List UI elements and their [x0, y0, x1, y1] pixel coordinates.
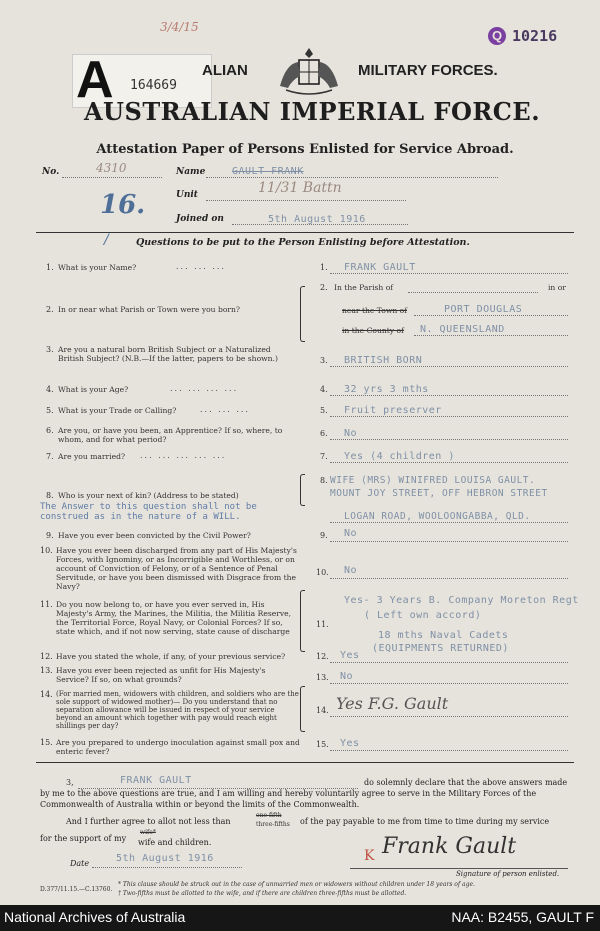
a3-line — [330, 366, 568, 367]
q8-num: 8. — [46, 491, 54, 500]
q9-num: 9. — [46, 531, 54, 540]
county-value: N. QUEENSLAND — [420, 324, 505, 335]
q1-num: 1. — [46, 263, 54, 272]
nok-line3-rule — [330, 522, 568, 523]
a15-value: Yes — [340, 738, 360, 749]
a13-value: No — [340, 671, 354, 682]
a5-value: Fruit preserver — [344, 405, 442, 416]
allot-a: And I further agree to allot not less than — [66, 817, 231, 826]
county-line — [414, 335, 568, 336]
a15-line — [330, 750, 568, 751]
service-line1: Yes- 3 Years B. Company Moreton Regt — [344, 595, 579, 606]
q11-text: Do you now belong to, or have you ever served in, His Majesty's Army, the Marines, the Militia, the Militia Reserve, the Territorial Force, Royal Navy, or Colonial Forces? If so, state which, and if not now serving, state cause of discharge — [56, 600, 292, 636]
q7-num: 7. — [46, 452, 54, 461]
service-line4: (EQUIPMENTS RETURNED) — [372, 643, 509, 654]
q11-num: 11. — [40, 600, 53, 609]
name-line — [206, 177, 498, 178]
decl-text3: Commonwealth of Australia within or beyond the limits of the Commonwealth. — [40, 800, 360, 809]
a5-line — [330, 416, 568, 417]
a8-num: 8. — [320, 476, 328, 485]
name-value: GAULT FRANK — [232, 166, 304, 177]
support-struck: wife* — [140, 829, 156, 836]
no-label: No. — [42, 167, 60, 177]
no-line — [62, 177, 162, 178]
unit-value: 11/31 Battn — [258, 180, 342, 196]
q13-num: 13. — [40, 666, 53, 675]
date-line — [92, 867, 242, 868]
force-title: AUSTRALIAN IMPERIAL FORCE. — [83, 97, 541, 126]
town-line — [414, 315, 568, 316]
q-badge: Q — [488, 27, 506, 45]
parish-line — [408, 292, 538, 293]
a12-num: 12. — [316, 652, 329, 661]
corner-note: 3/4/15 — [160, 20, 199, 34]
a10-num: 10. — [316, 568, 329, 577]
a14-line — [330, 716, 568, 717]
a11-num: 11. — [316, 620, 329, 629]
print-code: D.377/11.15.—C.13760. — [40, 886, 113, 893]
unit-label: Unit — [176, 190, 198, 200]
brace-q14 — [300, 686, 305, 732]
a6-value: No — [344, 428, 358, 439]
a4-value: 32 yrs 3 mths — [344, 384, 429, 395]
allot-b: three-fifths — [256, 821, 290, 828]
a9-line — [330, 541, 568, 542]
a2-num: 2. — [320, 283, 328, 292]
a1-value: FRANK GAULT — [344, 262, 416, 273]
a7-num: 7. — [320, 452, 328, 461]
signature-line — [350, 868, 568, 869]
q9-text: Have you ever been convicted by the Civil Power? — [58, 531, 251, 540]
a14-value: Yes F.G. Gault — [336, 694, 449, 713]
a1-num: 1. — [320, 263, 328, 272]
q5-num: 5. — [46, 406, 54, 415]
q4-dots: ... ... ... ... — [170, 384, 239, 393]
decl-num: 3, — [66, 778, 74, 787]
q15-num: 15. — [40, 738, 53, 747]
a14-num: 14. — [316, 706, 329, 715]
service-line2: ( Left own accord) — [364, 610, 482, 621]
unit-line — [206, 200, 406, 201]
margin-number: 16. — [100, 190, 146, 220]
a3-num: 3. — [320, 356, 328, 365]
q5-text: What is your Trade or Calling? — [58, 406, 177, 415]
q15-text: Are you prepared to undergo inoculation against small pox and enteric fever? — [56, 738, 300, 756]
archive-name: National Archives of Australia — [4, 909, 186, 925]
a13-line — [330, 683, 568, 684]
a7-value: Yes (4 children ) — [344, 451, 455, 462]
q4-text: What is your Age? — [58, 385, 129, 394]
q5-dots: ... ... ... — [200, 405, 250, 414]
date-value: 5th August 1916 — [116, 853, 214, 864]
a12-value: Yes — [340, 650, 360, 661]
footnote-2: † Two-fifths must be allotted to the wife, and if there are children three-fifths must be allotted. — [118, 890, 407, 897]
a7-line — [330, 462, 568, 463]
joined-label: Joined on — [176, 214, 224, 224]
brace-q11 — [300, 590, 305, 652]
org-top-left: ALIAN — [202, 62, 248, 79]
coat-of-arms-icon — [272, 42, 346, 100]
signature: Frank Gault — [382, 834, 517, 859]
a6-num: 6. — [320, 429, 328, 438]
q3-num: 3. — [46, 345, 54, 354]
nok-line2: MOUNT JOY STREET, OFF HEBRON STREET — [330, 488, 548, 499]
q12-num: 12. — [40, 652, 53, 661]
q-number: 10216 — [512, 27, 558, 45]
signature-caption: Signature of person enlisted. — [456, 870, 560, 878]
archive-reference: NAA: B2455, GAULT F — [451, 909, 594, 925]
date-label: Date — [70, 859, 90, 868]
q2-text: In or near what Parish or Town were you born? — [58, 305, 241, 314]
town-label: near the Town of — [342, 306, 408, 315]
decl-name: FRANK GAULT — [120, 775, 192, 786]
q4-num: 4. — [46, 385, 54, 394]
subtitle: Attestation Paper of Persons Enlisted for Service Abroad. — [96, 142, 514, 157]
big-letter-a: A — [76, 51, 114, 109]
allot-struck: one-fifth — [256, 812, 282, 819]
will-note: The Answer to this question shall not be construed as in the nature of a WILL. — [40, 502, 257, 522]
q13-text: Have you ever been rejected as unfit for His Majesty's Service? If so, on what grounds? — [56, 666, 266, 684]
q3-text: Are you a natural born British Subject or a Naturalized British Subject? (N.B.—If the latter, papers to be shown.) — [58, 345, 278, 363]
town-value: PORT DOUGLAS — [444, 304, 523, 315]
q7-dots: ... ... ... ... ... — [140, 451, 227, 460]
nok-line1: WIFE (MRS) WINIFRED LOUISA GAULT. — [330, 475, 536, 486]
decl-text1: do solemnly declare that the above answers made — [364, 778, 568, 787]
a13-num: 13. — [316, 673, 329, 682]
a6-line — [330, 439, 568, 440]
joined-value: 5th August 1916 — [268, 214, 366, 225]
a4-line — [330, 395, 568, 396]
q10-text: Have you ever been discharged from any part of His Majesty's Forces, with Ignominy, or as Incorrigible and Worthless, or on account of Conviction of Felony, or of a Sentence of Penal Servitude, or have you been dismissed with Disgrace from the Navy? — [56, 546, 297, 591]
questions-heading: Questions to be put to the Person Enlisting before Attestation. — [136, 237, 470, 248]
a9-value: No — [344, 528, 358, 539]
q14-num: 14. — [40, 690, 53, 699]
archive-footer — [0, 905, 600, 931]
service-line3: 18 mths Naval Cadets — [378, 630, 509, 641]
q12-text: Have you stated the whole, if any, of your previous service? — [56, 652, 286, 661]
q6-text: Are you, or have you been, an Apprentice? If so, where, to whom, and for what period? — [58, 426, 283, 444]
a12-line — [330, 662, 568, 663]
q1-text: What is your Name? — [58, 263, 137, 272]
a3-value: BRITISH BORN — [344, 355, 423, 366]
q14-text: (For married men, widowers with children, and soldiers who are the sole support of widowed mother)— Do you understand that no separation allowance will be issued in respect of your service beyond an amount which together with pay would reach eight shillings per day? — [56, 690, 299, 730]
no-value: 4310 — [96, 161, 127, 175]
q8-text: Who is your next of kin? (Address to be stated) — [58, 491, 239, 500]
a10-value: No — [344, 565, 358, 576]
declaration-rule — [36, 762, 574, 763]
q6-num: 6. — [46, 426, 54, 435]
allot-c: of the pay payable to me from time to time during my service — [300, 817, 550, 826]
stamp-number: 164669 — [130, 78, 177, 93]
brace-q8 — [300, 474, 305, 506]
parish-label: In the Parish of — [334, 283, 394, 292]
a9-num: 9. — [320, 531, 328, 540]
q10-num: 10. — [40, 546, 53, 555]
pen-mark: / — [104, 232, 109, 248]
signature-mark: K — [364, 848, 375, 864]
q7-text: Are you married? — [58, 452, 126, 461]
a5-num: 5. — [320, 406, 328, 415]
support-a: for the support of my — [40, 834, 127, 843]
county-label: in the County of — [342, 326, 404, 335]
q2-num: 2. — [46, 305, 54, 314]
q1-dots: ... ... ... — [176, 262, 226, 271]
support-b: wife and children. — [138, 838, 212, 847]
in-or: in or — [548, 283, 566, 292]
brace-q2 — [300, 286, 305, 342]
a15-num: 15. — [316, 740, 329, 749]
footnote-1: * This clause should be struck out in the case of unmarried men or widowers without children under 18 years of age. — [118, 881, 475, 888]
nok-line3: LOGAN ROAD, WOOLOONGABBA, QLD. — [344, 511, 531, 522]
heading-rule — [36, 232, 574, 233]
name-label: Name — [176, 167, 206, 177]
a10-line — [330, 578, 568, 579]
a4-num: 4. — [320, 385, 328, 394]
a1-line — [330, 273, 568, 274]
org-top-right: MILITARY FORCES. — [358, 62, 498, 79]
decl-text2: by me to the above questions are true, and I am willing and hereby voluntarily agree to serve in the Military Forces of the — [40, 789, 537, 798]
